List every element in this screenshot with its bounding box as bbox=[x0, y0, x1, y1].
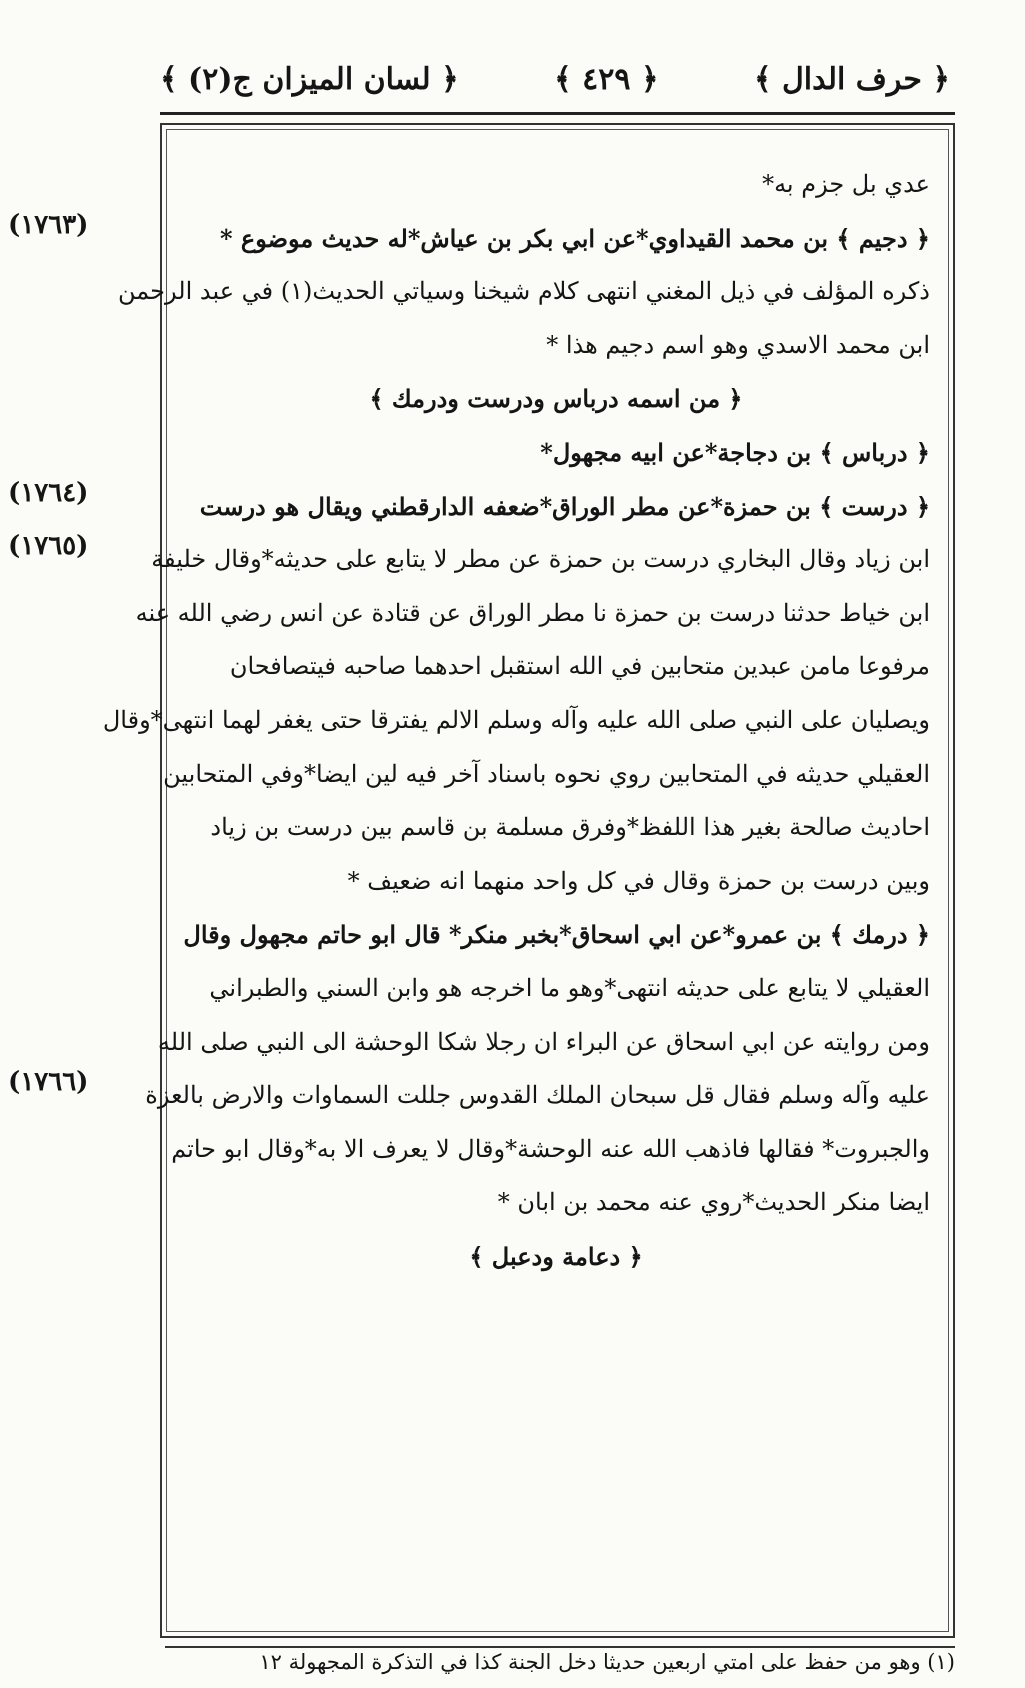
footnote: (١) وهو من حفظ على امتي اربعين حديثا دخل الجنة كذا في التذكرة المجهولة ١٢ bbox=[259, 1650, 955, 1674]
text-line: ذكره المؤلف في ذيل المغني انتهى كلام شيخنا وسياتي الحديث(١) في عبد الرحمن bbox=[118, 277, 930, 306]
text-line: والجبروت* فقالها فاذهب الله عنه الوحشة*وقال لا يعرف الا به*وقال ابو حاتم bbox=[171, 1134, 930, 1163]
entry-line-darmak: ﴿ درمك ﴾ بن عمرو*عن ابي اسحاق*بخبر منكر* قال ابو حاتم مجهول وقال bbox=[183, 920, 930, 950]
text-line: عليه وآله وسلم فقال قل سبحان الملك القدوس جللت السماوات والارض بالعزة bbox=[145, 1081, 930, 1110]
text-line: ابن خياط حدثنا درست بن حمزة نا مطر الوراق عن قتادة عن انس رضي الله عنه bbox=[135, 598, 930, 627]
entry-number: (١٧٦٥) bbox=[8, 531, 89, 561]
text-line: ايضا منكر الحديث*روي عنه محمد بن ابان * bbox=[497, 1188, 930, 1217]
entry-number: (١٧٦٦) bbox=[8, 1067, 89, 1097]
main-text-block bbox=[102, 158, 930, 1283]
entry-line-dujaym: ﴿ دجيم ﴾ بن محمد القيداوي*عن ابي بكر بن عياش*له حديث موضوع * bbox=[219, 223, 930, 253]
text-line: العقيلي لا يتابع على حديثه انتهى*وهو ما اخرجه هو وابن السني والطبراني bbox=[209, 973, 930, 1002]
running-header bbox=[160, 50, 950, 108]
text-line: عدي بل جزم به* bbox=[762, 170, 930, 198]
entry-number: (١٧٦٤) bbox=[8, 478, 89, 508]
page-number: ﴿ ٤٢٩ ﴾ bbox=[554, 61, 659, 97]
entry-number: (١٧٦٣) bbox=[8, 210, 89, 240]
text-line: ويصليان على النبي صلى الله عليه وآله وسلم الالم يفترقا حتى يغفر لهما انتهى*وقال bbox=[102, 705, 930, 734]
entry-line-dirbas: ﴿ درباس ﴾ بن دجاجة*عن ابيه مجهول* bbox=[540, 437, 930, 467]
footnote-rule bbox=[165, 1646, 955, 1648]
entry-line-durust: ﴿ درست ﴾ بن حمزة*عن مطر الوراق*ضعفه الدارقطني ويقال هو درست bbox=[199, 491, 930, 521]
book-title: ﴿ لسان الميزان ج(٢) ﴾ bbox=[160, 61, 459, 97]
text-line: العقيلي حديثه في المتحابين روي نحوه باسناد آخر فيه لين ايضا*وفي المتحابين bbox=[163, 759, 930, 788]
text-line: احاديث صالحة بغير هذا اللفظ*وفرق مسلمة بن قاسم بين درست بن زياد bbox=[210, 813, 930, 842]
text-line: وبين درست بن حمزة وقال في كل واحد منهما انه ضعيف * bbox=[347, 866, 930, 895]
section-heading: ﴿ دعامة ودعبل ﴾ bbox=[469, 1241, 643, 1271]
text-line: مرفوعا مامن عبدين متحابين في الله استقبل احدهما صاحبه فيتصافحان bbox=[229, 652, 930, 681]
section-heading: ﴿ من اسمه درباس ودرست ودرمك ﴾ bbox=[369, 384, 743, 414]
chapter-title: ﴿ حرف الدال ﴾ bbox=[753, 61, 950, 97]
text-line: ومن روايته عن ابي اسحاق عن البراء ان رجلا شكا الوحشة الى النبي صلى الله bbox=[157, 1027, 930, 1056]
text-line: ابن زياد وقال البخاري درست بن حمزة عن مطر لا يتابع على حديثه*وقال خليفة bbox=[151, 545, 930, 574]
header-rule bbox=[160, 112, 955, 115]
text-line: ابن محمد الاسدي وهو اسم دجيم هذا * bbox=[546, 330, 930, 359]
